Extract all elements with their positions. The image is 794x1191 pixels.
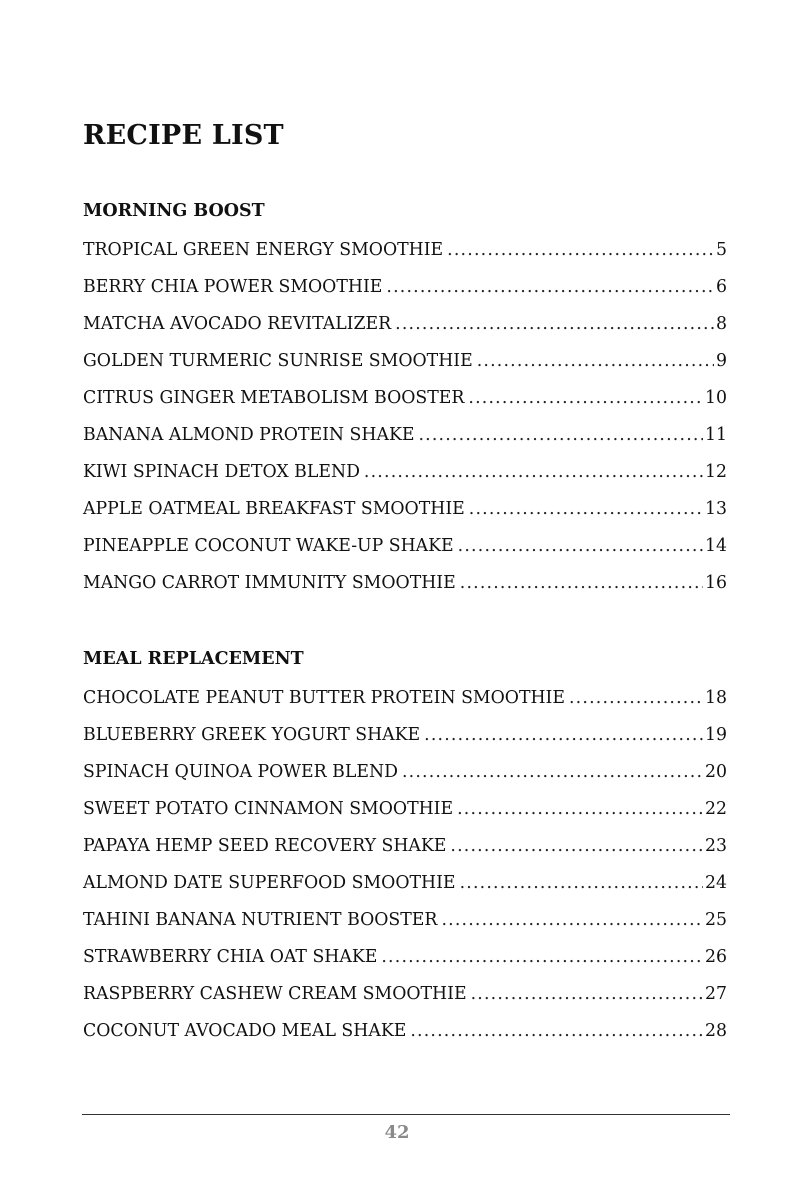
toc-entry-page: 28 [705, 1021, 727, 1041]
toc-entry-page: 19 [705, 725, 727, 745]
dot-leader [386, 269, 714, 306]
dot-leader [441, 902, 703, 939]
toc-entry-title: MANGO CARROT IMMUNITY SMOOTHIE [83, 573, 456, 593]
toc-list [83, 680, 727, 1050]
toc-entry-page: 11 [705, 425, 727, 445]
dot-leader [469, 491, 703, 528]
toc-entry-title: KIWI SPINACH DETOX BLEND [83, 462, 360, 482]
toc-entry[interactable] [83, 269, 727, 306]
toc-entry-title: TAHINI BANANA NUTRIENT BOOSTER [83, 910, 438, 930]
toc-entry-title: STRAWBERRY CHIA OAT SHAKE [83, 947, 378, 967]
dot-leader [381, 939, 703, 976]
toc-entry-title: GOLDEN TURMERIC SUNRISE SMOOTHIE [83, 351, 473, 371]
toc-entry-title: CHOCOLATE PEANUT BUTTER PROTEIN SMOOTHIE [83, 688, 565, 708]
toc-entry[interactable] [83, 528, 727, 565]
toc-entry-page: 5 [716, 240, 727, 260]
dot-leader [460, 865, 703, 902]
toc-entry[interactable] [83, 491, 727, 528]
toc-entry-page: 16 [705, 573, 727, 593]
toc-entry-page: 6 [716, 277, 727, 297]
toc-entry[interactable] [83, 454, 727, 491]
toc-entry-page: 12 [705, 462, 727, 482]
section-heading: MEAL REPLACEMENT [83, 649, 304, 669]
toc-entry[interactable] [83, 976, 727, 1013]
toc-entry-title: BANANA ALMOND PROTEIN SHAKE [83, 425, 415, 445]
dot-leader [450, 828, 703, 865]
toc-entry-page: 18 [705, 688, 727, 708]
toc-entry-page: 26 [705, 947, 727, 967]
dot-leader [458, 528, 703, 565]
toc-entry-title: TROPICAL GREEN ENERGY SMOOTHIE [83, 240, 444, 260]
toc-entry[interactable] [83, 232, 727, 269]
toc-entry[interactable] [83, 717, 727, 754]
toc-entry[interactable] [83, 680, 727, 717]
toc-entry-page: 8 [716, 314, 727, 334]
toc-entry[interactable] [83, 902, 727, 939]
toc-entry[interactable] [83, 306, 727, 343]
toc-entry-page: 13 [705, 499, 727, 519]
toc-entry[interactable] [83, 865, 727, 902]
toc-entry-page: 9 [716, 351, 727, 371]
toc-entry[interactable] [83, 1013, 727, 1050]
dot-leader [364, 454, 703, 491]
footer-divider [82, 1114, 730, 1115]
dot-leader [471, 976, 703, 1013]
dot-leader [395, 306, 714, 343]
toc-entry[interactable] [83, 791, 727, 828]
dot-leader [418, 417, 703, 454]
dot-leader [460, 565, 703, 602]
toc-entry-title: CITRUS GINGER METABOLISM BOOSTER [83, 388, 465, 408]
section-meal-replacement [83, 644, 727, 1050]
section-heading: MORNING BOOST [83, 201, 265, 221]
toc-entry-page: 23 [705, 836, 727, 856]
section-morning-boost [83, 196, 727, 602]
toc-entry[interactable] [83, 380, 727, 417]
toc-entry[interactable] [83, 828, 727, 865]
dot-leader [447, 232, 714, 269]
toc-entry-page: 22 [705, 799, 727, 819]
toc-entry-title: PAPAYA HEMP SEED RECOVERY SHAKE [83, 836, 447, 856]
toc-entry-title: BLUEBERRY GREEK YOGURT SHAKE [83, 725, 421, 745]
dot-leader [410, 1013, 703, 1050]
toc-entry-title: APPLE OATMEAL BREAKFAST SMOOTHIE [83, 499, 465, 519]
toc-entry-page: 24 [705, 873, 727, 893]
toc-entry-page: 20 [705, 762, 727, 782]
dot-leader [477, 343, 714, 380]
toc-entry[interactable] [83, 754, 727, 791]
page-number: 42 [384, 1122, 410, 1143]
toc-entry-title: PINEAPPLE COCONUT WAKE-UP SHAKE [83, 536, 454, 556]
dot-leader [457, 791, 703, 828]
toc-list [83, 232, 727, 602]
toc-entry-page: 25 [705, 910, 727, 930]
toc-entry[interactable] [83, 417, 727, 454]
toc-entry-title: MATCHA AVOCADO REVITALIZER [83, 314, 392, 334]
toc-entry[interactable] [83, 565, 727, 602]
toc-entry-title: RASPBERRY CASHEW CREAM SMOOTHIE [83, 984, 467, 1004]
toc-entry-title: SWEET POTATO CINNAMON SMOOTHIE [83, 799, 454, 819]
dot-leader [424, 717, 703, 754]
toc-entry-title: SPINACH QUINOA POWER BLEND [83, 762, 398, 782]
toc-entry-title: ALMOND DATE SUPERFOOD SMOOTHIE [83, 873, 456, 893]
toc-entry-page: 27 [705, 984, 727, 1004]
toc-entry-page: 10 [705, 388, 727, 408]
dot-leader [569, 680, 703, 717]
toc-entry-page: 14 [705, 536, 727, 556]
dot-leader [402, 754, 703, 791]
page-title: RECIPE LIST [83, 120, 284, 151]
toc-entry[interactable] [83, 939, 727, 976]
dot-leader [468, 380, 703, 417]
toc-entry[interactable] [83, 343, 727, 380]
toc-entry-title: BERRY CHIA POWER SMOOTHIE [83, 277, 383, 297]
toc-entry-title: COCONUT AVOCADO MEAL SHAKE [83, 1021, 407, 1041]
